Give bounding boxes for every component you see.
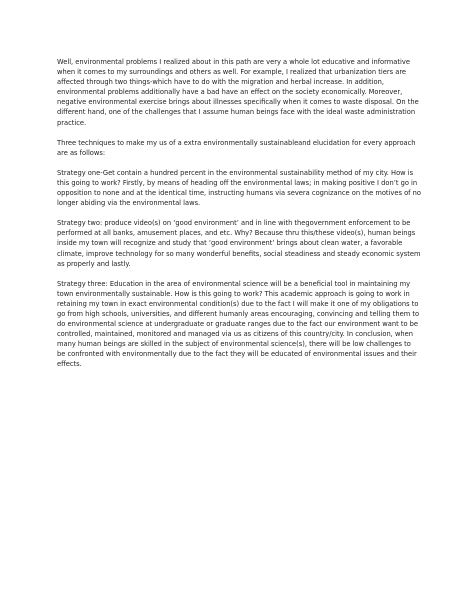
- document-body: [57, 57, 421, 380]
- paragraph-strategy-one: Strategy one-Get contain a hundred percent in the environmental sustainability method of my city. How is this going to work? Firstly, by means of heading off the environmental laws; in making positive I don’t go in opposition to none and at the identical time, instructing humans via severa cognizance on the motives of no longer abiding via the environmental laws.: [57, 168, 421, 208]
- paragraph-strategy-two: Strategy two: produce video(s) on ‘good environment’ and in line with thegovernment enforcement to be performed at all banks, amusement places, and etc. Why? Because thru this/these video(s), human beings inside my town will recognize and study that ‘good environment’ brings about clean water, a favorable climate, improve technology for so many wonderful benefits, social steadiness and steady economic system as properly and lastly.: [57, 219, 421, 268]
- paragraph-techniques-intro: Three techniques to make my us of a extra environmentally sustainableand elucidation for every approach are as follows:: [57, 138, 416, 157]
- paragraph-intro: Well, environmental problems I realized about in this path are very a whole lot educative and informative when it comes to my surroundings and others as well. For example, I realized that urbanization tiers are affected through two things-which have to do with the migration and herbal increase. In addition, environmental problems additionally have a bad have an effect on the society economically. Moreover, negative environmental exercise brings about illnesses specifically when it comes to waste disposal. On the different hand, one of the challenges that I assume human beings face with the ideal waste administration practice.: [57, 58, 419, 127]
- paragraph-strategy-three: Strategy three: Education in the area of environmental science will be a beneficial tool in maintaining my town environmentally sustainable. How is this going to work? This academic approach is going to work in retaining my town in exact environmental condition(s) due to the fact I will make it one of my obligations to go from high schools, universities, and different humanly areas encouraging, convincing and telling them to do environmental science at undergraduate or graduate ranges due to the fact our environment want to be controlled, maintained, monitored and managed via us as citizens of this country/city. In conclusion, when many human beings are skilled in the subject of environmental science(s), there will be low challenges to be confronted with environmentally due to the fact they will be educated of environmental issues and their effects.: [57, 279, 420, 369]
